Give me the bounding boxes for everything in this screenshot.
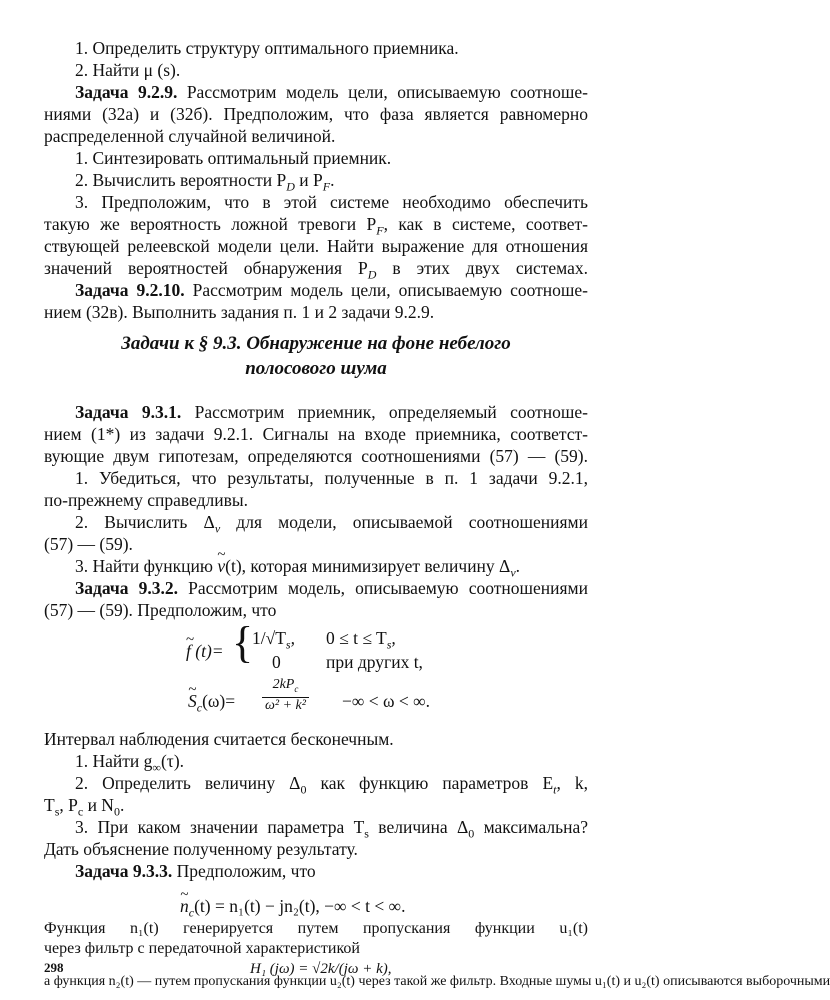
task-9-3-2-item-2: 2. Определить величину $\Delta_0$ как функцию параметров $E_t$, k, <box>75 773 589 797</box>
task-9-3-2-line-2: (57) — (59). Предположим, что <box>44 600 277 620</box>
task-9-3-1-item-2: 2. Вычислить $\Delta_v$ для модели, описываемой соотношениями <box>75 512 588 536</box>
section-heading-line-1: Задачи к § 9.3. Обнаружение на фоне небелого <box>121 333 511 354</box>
task-9-2-9-line-1: Задача 9.2.9. Рассмотрим модель цели, описываемую соотноше- <box>75 82 588 102</box>
task-9-2-9-item-1: 1. Синтезировать оптимальный приемник. <box>75 148 392 168</box>
task-9-2-9-line-2: ниями (32а) и (32б). Предположим, что фаза является равномерно <box>44 104 588 124</box>
brace: { <box>232 618 254 667</box>
task-9-3-1-item-1-line-2: по-прежнему справедливы. <box>44 490 248 510</box>
function-n2-line-1: а функция n₂(t) — путем пропускания функции u₂(t) через такой же фильтр. Входные шумы u₁(t) и u₂(t) описываются выборочными <box>44 974 830 989</box>
task-9-3-3-line-1: Задача 9.3.3. Предположим, что <box>75 861 316 881</box>
section-heading-line-2: полосового шума <box>245 358 387 379</box>
function-n1-line-2: через фильтр с передаточной характеристикой <box>44 940 360 957</box>
task-9-2-9-item-3-line-3: ствующей релеевской модели цели. Найти выражение для отношения <box>44 236 588 256</box>
task-9-3-2-line-1: Задача 9.3.2. Рассмотрим модель, описываемую соотношениями <box>75 578 588 598</box>
observation-interval-line: Интервал наблюдения считается бесконечным. <box>44 729 394 749</box>
task-9-2-9-item-3-line-2: такую же вероятность ложной тревоги $P_F$, как в системе, соответ- <box>44 214 588 238</box>
task-9-3-1-line-2: нием (1*) из задачи 9.2.1. Сигналы на входе приемника, соответст- <box>44 424 588 444</box>
page-number: 298 <box>44 960 64 975</box>
task-9-2-10-line-2: нием (32в). Выполнить задания п. 1 и 2 задачи 9.2.9. <box>44 302 435 322</box>
task-9-3-1-item-3: 3. Найти функцию ~ v(t), которая минимизирует величину $\Delta_v$. <box>75 555 594 584</box>
task-9-3-2-item-2-line-2: $T_s$, $P_c$ и $N_0$. <box>44 795 125 819</box>
line-1: 1. Определить структуру оптимального приемника. <box>75 38 459 58</box>
task-9-3-1-item-2-line-2: (57) — (59). <box>44 534 133 554</box>
line-2: 2. Найти μ (s). <box>75 60 181 80</box>
task-9-3-1-line-3: вующие двум гипотезам, определяются соотношениями (57) — (59). <box>44 446 588 466</box>
formula-h1: H₁ (jω) = √2k/(jω + k), <box>250 961 392 977</box>
task-9-3-2-item-3-line-2: Дать объяснение полученному результату. <box>44 839 358 859</box>
task-9-3-2-item-1: 1. Найти $g_\infty(\tau)$. <box>75 751 185 775</box>
task-9-3-1-item-1: 1. Убедиться, что результаты, полученные в п. 1 задачи 9.2.1, <box>75 468 588 488</box>
page: 1. Определить структуру оптимального приемника. 2. Найти μ (s). Задача 9.2.9. Рассмотрим модель цели, описываемую соотноше- ниями (32а) и (32б). Предположим, что фаза является равномерно распределенной случайной величиной. 1. Синтезировать оптимальный приемник. 2. Вычислить вероятности $P_D$ и $P_F$. 3. Предположим, что в этой системе необходимо обеспечить такую же вероятность ложной тревоги $P_F$, как в системе, соответ- ствующей релеевской модели цели. Найти выражение для отношения значений вероятностей обнаружения $P_D$ в этих двух системах. Задача 9.2.10. Рассмотрим модель цели, описываемую соотноше- нием (32в). Выполнить задания п. 1 и 2 задачи 9.2.9. Задачи к § 9.3. Обнаружение на фоне небелого полосового шума Задача 9.3.1. Рассмотрим приемник, определяемый соотноше- нием (1*) из задачи 9.2.1. Сигналы на входе приемника, соответст- вующие двум гипотезам, определяются соотношениями (57) — (59). 1. Убедиться, что результаты, полученные в п. 1 задачи 9.2.1, по-прежнему справедливы. 2. Вычислить $\Delta_v$ для модели, описываемой соотношениями (57) — (59). 3. Найти функцию ~ v(t), которая минимизирует величину $\Delta_v$. Задача 9.3.2. Рассмотрим модель, описываемую соотношениями (57) — (59). Предположим, что ~ f (t)= { $1/√T_s$, $0 \le t \le T_s$, 0 при других t, ~ $S_c(\omega)=$ $\frac{2kP_c}{\text{ω² + k²}}$ −∞ < ω < ∞. Интервал наблюдения считается бесконечным. 1. Найти $g_\infty(\tau)$. 2. Определить величину $\Delta_0$ как функцию параметров $E_t$, k, $T_s$, $P_c$ и $N_0$. 3. При каком значении параметра $T_s$ величина $\Delta_0$ максимальна? Дать объяснение полученному результату. Задача 9.3.3. Предположим, что ~ $n_c(t) = n_1(t) - jn_2(t)$, −∞ < t < ∞. Функция n₁(t) генерируется путем пропускания функции u₁(t) через фильтр с передаточной характеристикой H₁ (jω) = √2k/(jω + k), а функция n₂(t) — путем пропускания функции u₂(t) через такой же фильтр. Входные шумы u₁(t) и u₂(t) описываются выборочными 298 <box>0 0 633 1000</box>
formula-n-c: ~ $n_c(t) = n_1(t) - jn_2(t)$, −∞ < t < ∞. <box>180 895 405 924</box>
task-9-2-9-item-3-line-4: значений вероятностей обнаружения $P_D$ в этих двух системах. <box>44 258 588 282</box>
task-9-2-9-line-3: распределенной случайной величиной. <box>44 126 336 146</box>
task-9-2-10-line-1: Задача 9.2.10. Рассмотрим модель цели, описываемую соотноше- <box>75 280 588 300</box>
task-9-2-9-item-3: 3. Предположим, что в этой системе необходимо обеспечить <box>75 192 588 212</box>
task-9-2-9-item-2: 2. Вычислить вероятности $P_D$ и $P_F$. <box>75 170 335 194</box>
task-9-3-1-line-1: Задача 9.3.1. Рассмотрим приемник, определяемый соотноше- <box>75 402 588 422</box>
task-9-3-2-item-3: 3. При каком значении параметра $T_s$ величина $\Delta_0$ максимальна? <box>75 817 588 841</box>
function-n1-line-1: Функция n₁(t) генерируется путем пропускания функции u₁(t) <box>44 920 588 937</box>
